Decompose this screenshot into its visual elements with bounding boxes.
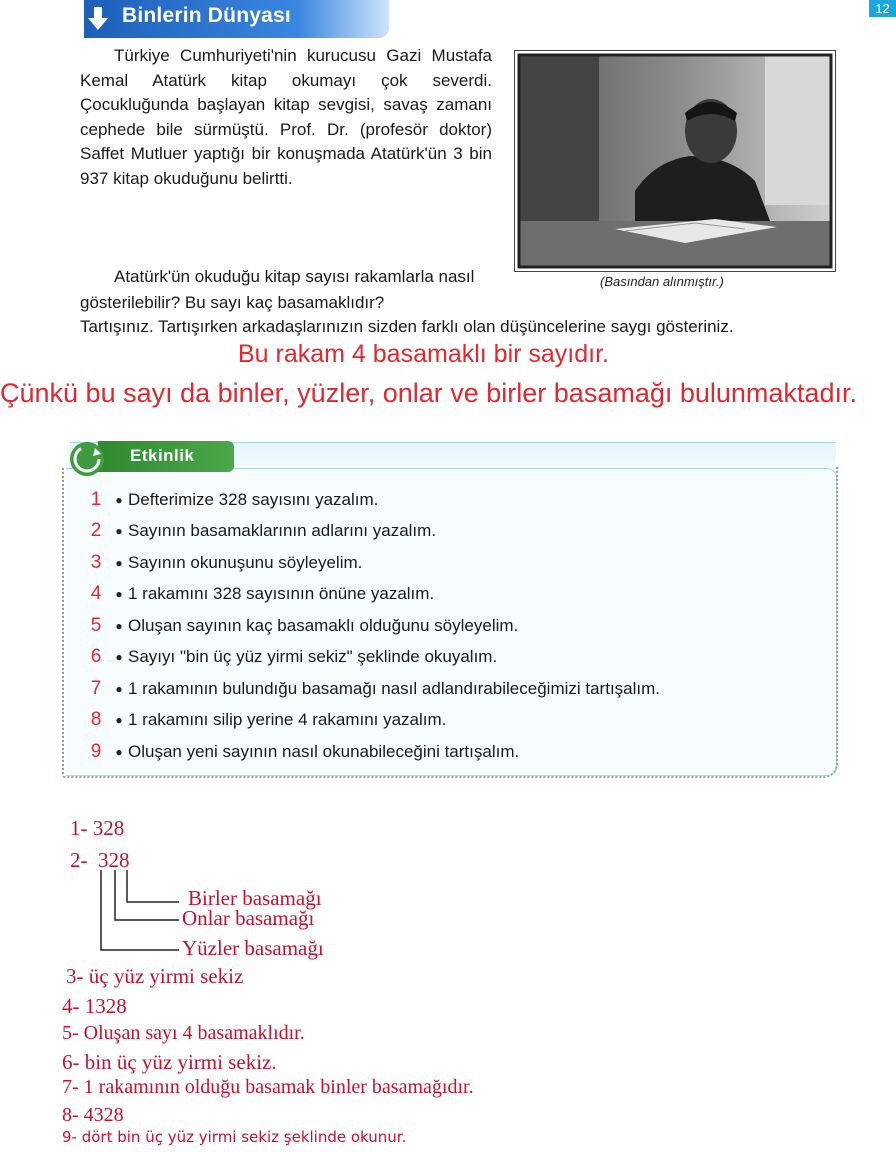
answer-6: 6- bin üç yüz yirmi sekiz. bbox=[62, 1050, 277, 1074]
activity-item-number: 3 bbox=[90, 551, 102, 573]
answer-1: 1- 328 bbox=[70, 816, 125, 840]
intro-paragraph-1: Türkiye Cumhuriyeti'nin kurucusu Gazi Mustafa Kemal Atatürk kitap okumayı çok severdi. Çocukluğunda başlayan kitap sevgisi, savaş zamanı cephede bile sürmüştü. Prof. Dr. (profesör doktor) Saffet Mutluer yaptığı bir konuşmada Atatürk'ün 3 bin 937 kitap okuduğunu belirtti. bbox=[80, 46, 492, 188]
activity-list bbox=[82, 484, 660, 768]
bullet-icon: ● bbox=[115, 650, 123, 665]
activity-item-number: 1 bbox=[90, 488, 102, 510]
down-arrow-icon bbox=[86, 6, 110, 32]
bullet-icon: ● bbox=[115, 587, 123, 602]
activity-item-number: 2 bbox=[90, 520, 102, 542]
section-title: Binlerin Dünyası bbox=[122, 4, 291, 27]
activity-item bbox=[82, 484, 660, 516]
activity-refresh-icon bbox=[68, 440, 106, 478]
activity-item-number: 9 bbox=[90, 740, 102, 762]
activity-item bbox=[82, 547, 660, 579]
answer-onlar: Onlar basamağı bbox=[182, 906, 315, 930]
activity-title: Etkinlik bbox=[130, 446, 195, 465]
activity-item-number: 4 bbox=[90, 583, 102, 605]
answer-birler: Birler basamağı bbox=[188, 886, 322, 910]
activity-item-number: 7 bbox=[90, 677, 102, 699]
page-number: 12 bbox=[869, 0, 896, 17]
activity-item-text: Sayıyı "bin üç yüz yirmi sekiz" şeklinde okuyalım. bbox=[128, 647, 498, 667]
activity-left-border bbox=[62, 468, 66, 774]
intro-paragraph-2: Atatürk'ün okuduğu kitap sayısı rakamlarla nasıl gösterilebilir? Bu sayı kaç basamaklıdır? bbox=[80, 267, 475, 312]
answer-9: 9- dört bin üç yüz yirmi sekiz şeklinde okunur. bbox=[62, 1128, 407, 1146]
answer-2-prefix: 2- bbox=[70, 848, 88, 872]
activity-item-text: Sayının okunuşunu söyleyelim. bbox=[128, 552, 363, 572]
bullet-icon: ● bbox=[115, 618, 123, 633]
bullet-icon: ● bbox=[115, 713, 123, 728]
red-answer-line-1: Bu rakam 4 basamaklı bir sayıdır. bbox=[238, 340, 609, 368]
bullet-icon: ● bbox=[115, 555, 123, 570]
activity-item-text: 1 rakamını 328 sayısının önüne yazalım. bbox=[128, 584, 435, 604]
activity-item-text: Oluşan sayının kaç basamaklı olduğunu söyleyelim. bbox=[128, 615, 519, 635]
bullet-icon: ● bbox=[115, 744, 123, 759]
activity-item-text: Defterimize 328 sayısını yazalım. bbox=[128, 489, 379, 509]
activity-item bbox=[82, 642, 660, 674]
activity-item bbox=[82, 579, 660, 611]
activity-item-number: 5 bbox=[90, 614, 102, 636]
activity-item-text: Sayının basamaklarının adlarını yazalım. bbox=[128, 521, 437, 541]
activity-item bbox=[82, 673, 660, 705]
answer-5: 5- Oluşan sayı 4 basamaklıdır. bbox=[62, 1022, 305, 1044]
intro-paragraph bbox=[80, 44, 492, 191]
answer-3: 3- üç yüz yirmi sekiz bbox=[66, 964, 244, 988]
activity-item-text: Oluşan yeni sayının nasıl okunabileceğini tartışalım. bbox=[128, 741, 520, 761]
answer-8: 8- 4328 bbox=[62, 1104, 124, 1126]
intro-question bbox=[80, 264, 504, 316]
activity-item-number: 8 bbox=[90, 709, 102, 731]
photo-illustration bbox=[515, 51, 835, 271]
ataturk-photo bbox=[514, 50, 836, 272]
activity-item bbox=[82, 610, 660, 642]
red-answer-line-2: Çünkü bu sayı da binler, yüzler, onlar ve birler basamağı bulunmaktadır. bbox=[0, 378, 857, 408]
answer-4: 4- 1328 bbox=[62, 994, 127, 1018]
activity-item-number: 6 bbox=[90, 646, 102, 668]
bullet-icon: ● bbox=[115, 681, 123, 696]
activity-item bbox=[82, 736, 660, 768]
activity-item bbox=[82, 705, 660, 737]
activity-item-text: 1 rakamının bulundığu basamağı nasıl adlandırabileceğimizi tartışalım. bbox=[128, 678, 661, 698]
bullet-icon: ● bbox=[115, 492, 123, 507]
bullet-icon: ● bbox=[115, 524, 123, 539]
activity-item-text: 1 rakamını silip yerine 4 rakamını yazalım. bbox=[128, 710, 447, 730]
answer-2-number: 328 bbox=[98, 848, 130, 872]
answer-7: 7- 1 rakamının olduğu basamak binler basamağıdır. bbox=[62, 1076, 474, 1098]
answer-yuzler: Yüzler basamağı bbox=[182, 936, 324, 960]
photo-caption: (Basından alınmıştır.) bbox=[600, 274, 724, 289]
activity-item bbox=[82, 516, 660, 548]
intro-paragraph-3: Tartışınız. Tartışırken arkadaşlarınızın sizden farklı olan düşüncelerine saygı gösteriniz. bbox=[80, 317, 734, 336]
